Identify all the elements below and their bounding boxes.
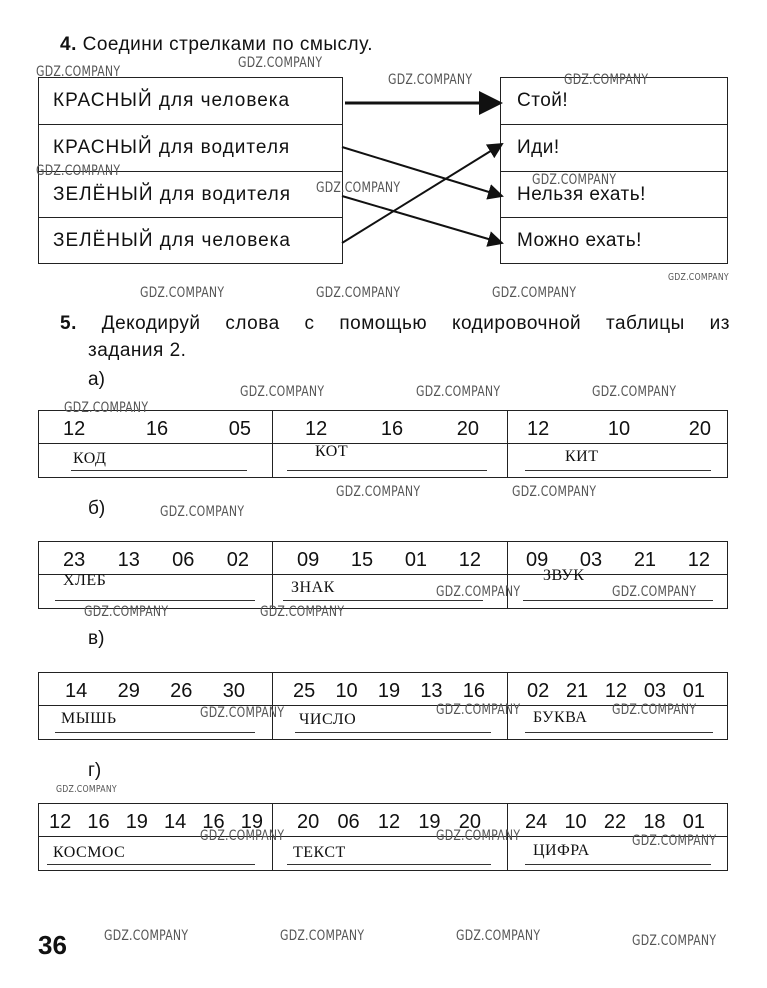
watermark-text: GDZ.COMPANY [260, 604, 345, 620]
watermark-text: GDZ.COMPANY [238, 55, 323, 71]
code-cell: 14 29 26 30 [65, 680, 245, 702]
answer-text: БУКВА [533, 709, 588, 726]
code-cell: 09 15 01 12 [297, 549, 481, 571]
watermark-text: GDZ.COMPANY [612, 584, 697, 600]
code-table-a [38, 410, 728, 478]
left-item: КРАСНЫЙ для человека [53, 90, 291, 111]
answer-text: ЦИФРА [533, 842, 590, 859]
watermark-text: GDZ.COMPANY [56, 784, 117, 795]
right-item: Нельзя ехать! [501, 171, 727, 217]
answer-text: МЫШЬ [61, 710, 117, 727]
watermark-text: GDZ.COMPANY [200, 705, 285, 721]
code-cell: 12 16 05 [63, 418, 251, 440]
watermark-text: GDZ.COMPANY [140, 285, 225, 301]
right-item: Стой! [517, 90, 569, 111]
watermark-text: GDZ.COMPANY [632, 833, 717, 849]
task4-title: Соедини стрелками по смыслу. [82, 34, 374, 55]
code-cell: 20 06 12 19 20 [297, 811, 481, 833]
left-item: ЗЕЛЁНЫЙ для человека [39, 217, 342, 263]
answer-text: КОД [73, 450, 107, 467]
code-table-d [38, 803, 728, 871]
watermark-text: GDZ.COMPANY [436, 584, 521, 600]
watermark-text: GDZ.COMPANY [564, 72, 649, 88]
watermark-text: GDZ.COMPANY [512, 484, 597, 500]
watermark-text: GDZ.COMPANY [668, 272, 729, 283]
left-item: КРАСНЫЙ для водителя [39, 124, 342, 171]
arrow-line [342, 196, 502, 243]
code-cell: 12 10 20 [527, 418, 711, 440]
task5-number: 5. [60, 313, 77, 334]
watermark-text: GDZ.COMPANY [532, 172, 617, 188]
watermark-text: GDZ.COMPANY [632, 933, 717, 949]
answer-text: КИТ [565, 448, 599, 465]
watermark-text: GDZ.COMPANY [592, 384, 677, 400]
watermark-text: GDZ.COMPANY [280, 928, 365, 944]
watermark-text: GDZ.COMPANY [64, 400, 149, 416]
group-label-d: г) [88, 760, 102, 781]
watermark-text: GDZ.COMPANY [36, 64, 121, 80]
watermark-text: GDZ.COMPANY [200, 828, 285, 844]
code-cell: 24 10 22 18 01 [525, 811, 705, 833]
watermark-text: GDZ.COMPANY [316, 180, 401, 196]
answer-text: КОСМОС [53, 844, 126, 861]
code-cell: 12 16 20 [305, 418, 479, 440]
watermark-text: GDZ.COMPANY [436, 702, 521, 718]
watermark-text: GDZ.COMPANY [104, 928, 189, 944]
watermark-text: GDZ.COMPANY [436, 828, 521, 844]
watermark-text: GDZ.COMPANY [160, 504, 245, 520]
left-item: ЗЕЛЁНЫЙ для водителя [39, 171, 342, 217]
watermark-text: GDZ.COMPANY [36, 163, 121, 179]
answer-text: ЧИСЛО [299, 711, 357, 728]
task5-title-line1: Декодируй слова с помощью кодировочной таблицы из [101, 313, 730, 334]
answer-text: ЗВУК [543, 567, 585, 584]
right-item: Иди! [501, 124, 727, 171]
page-number: 36 [38, 930, 67, 960]
task5-title-line2: задания 2. [88, 340, 187, 361]
watermark-text: GDZ.COMPANY [240, 384, 325, 400]
code-cell: 23 13 06 02 [63, 549, 249, 571]
answer-text: ХЛЕБ [63, 572, 107, 589]
task4-number: 4. [60, 34, 77, 55]
watermark-text: GDZ.COMPANY [316, 285, 401, 301]
watermark-text: GDZ.COMPANY [336, 484, 421, 500]
watermark-text: GDZ.COMPANY [388, 72, 473, 88]
answer-text: ЗНАК [291, 579, 335, 596]
watermark-text: GDZ.COMPANY [416, 384, 501, 400]
code-cell: 12 16 19 14 16 19 [49, 811, 263, 833]
group-label-c: в) [88, 628, 105, 649]
group-label-b: б) [88, 498, 106, 519]
task4-connections [0, 0, 767, 300]
group-label-a: а) [88, 369, 105, 390]
task5-heading [60, 313, 730, 335]
code-cell: 02 21 12 03 01 [527, 680, 705, 702]
watermark-text: GDZ.COMPANY [456, 928, 541, 944]
watermark-text: GDZ.COMPANY [84, 604, 169, 620]
code-cell: 09 03 21 12 [526, 549, 710, 571]
watermark-text: GDZ.COMPANY [492, 285, 577, 301]
right-item: Можно ехать! [501, 217, 727, 263]
answer-text: КОТ [315, 443, 349, 460]
code-cell: 25 10 19 13 16 [293, 680, 485, 702]
watermark-text: GDZ.COMPANY [612, 702, 697, 718]
answer-text: ТЕКСТ [293, 844, 346, 861]
